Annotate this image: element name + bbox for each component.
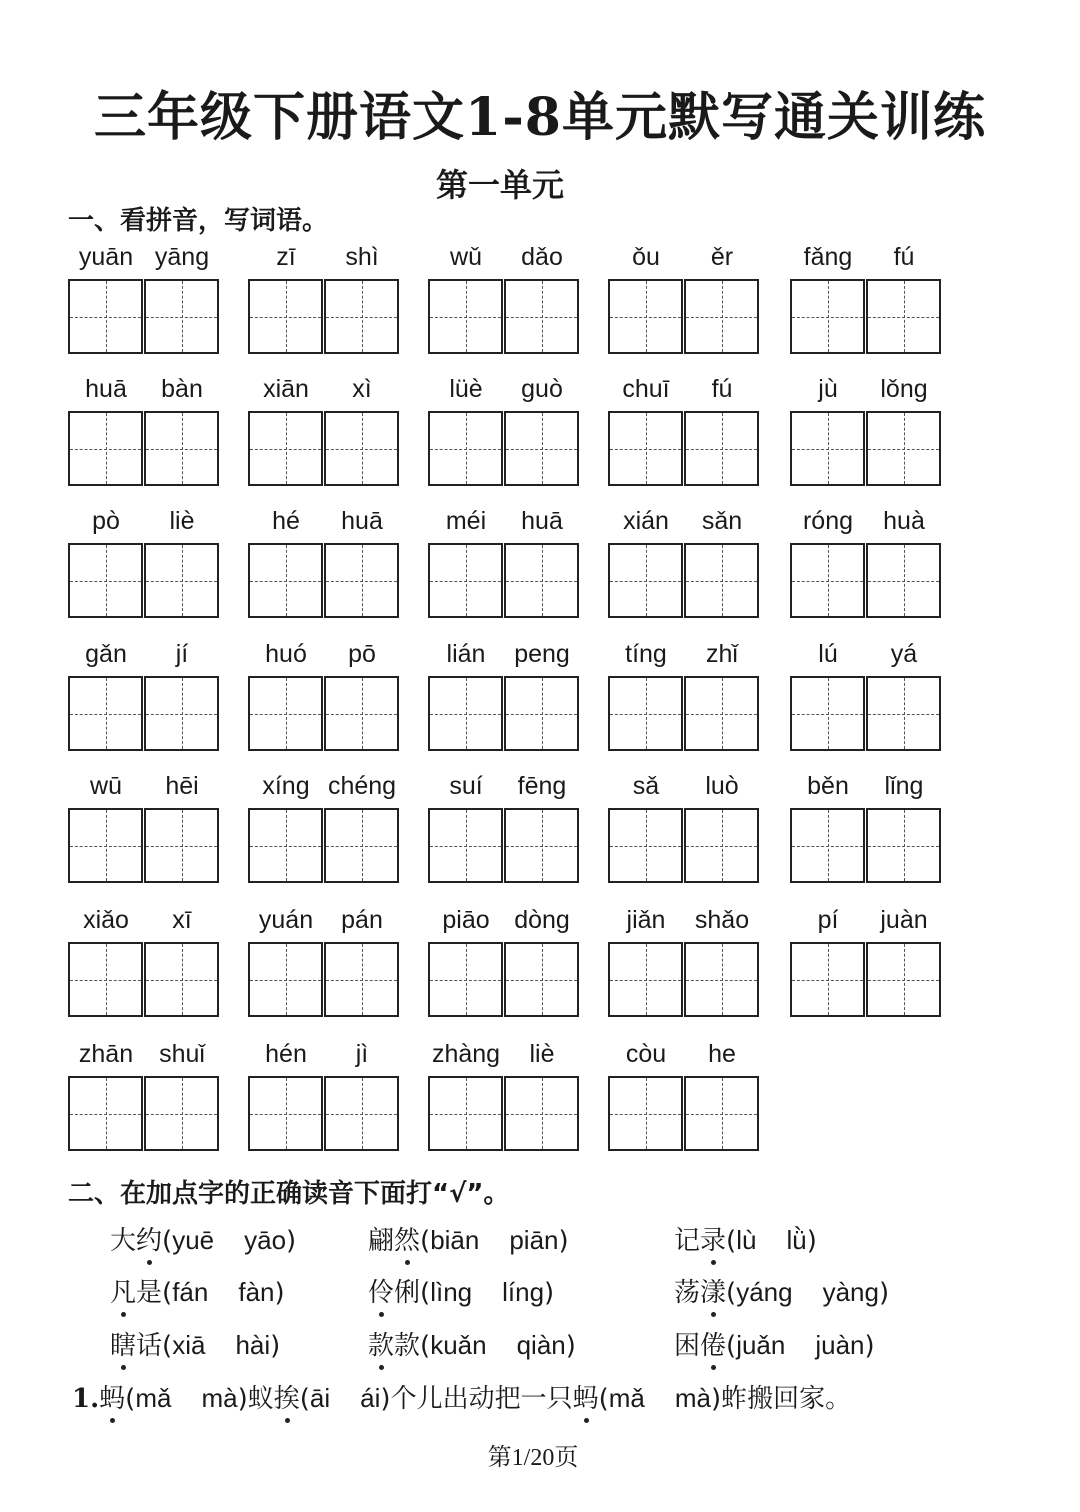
pinyin-label: còu bbox=[625, 1040, 667, 1068]
paren: ( bbox=[420, 1226, 431, 1256]
word-cell[interactable] bbox=[608, 772, 762, 885]
writing-box[interactable] bbox=[428, 543, 503, 618]
writing-box[interactable] bbox=[790, 411, 865, 486]
writing-box[interactable] bbox=[428, 808, 503, 883]
word-cell[interactable] bbox=[790, 906, 944, 1019]
paren: ) bbox=[270, 1331, 281, 1361]
paren: ) bbox=[544, 1278, 555, 1308]
writing-box[interactable] bbox=[504, 279, 579, 354]
pinyin-label: fēng bbox=[517, 772, 567, 800]
word-cell[interactable] bbox=[428, 906, 582, 1019]
pinyin-label: róng bbox=[802, 507, 854, 535]
word-char: 荡 bbox=[674, 1278, 701, 1308]
word-char: 困 bbox=[674, 1331, 701, 1361]
pinyin-label: shǎo bbox=[694, 906, 750, 934]
writing-box[interactable] bbox=[504, 411, 579, 486]
pinyin-label: juàn bbox=[880, 906, 928, 934]
word-char: 话 bbox=[136, 1331, 163, 1361]
word-cell[interactable] bbox=[248, 375, 402, 488]
writing-box[interactable] bbox=[684, 411, 759, 486]
writing-box[interactable] bbox=[790, 676, 865, 751]
word-cell[interactable] bbox=[790, 507, 944, 620]
word-char: 是 bbox=[136, 1278, 163, 1308]
word-char: 俐 bbox=[394, 1278, 421, 1308]
writing-box[interactable] bbox=[866, 279, 941, 354]
pinyin-label: huó bbox=[265, 640, 307, 668]
writing-box[interactable] bbox=[504, 1076, 579, 1151]
word-cell[interactable] bbox=[608, 243, 762, 356]
writing-box[interactable] bbox=[684, 808, 759, 883]
writing-box[interactable] bbox=[684, 676, 759, 751]
pinyin-label: xiǎo bbox=[83, 906, 129, 934]
dotted-char: 录 bbox=[700, 1220, 726, 1257]
writing-box[interactable] bbox=[324, 543, 399, 618]
pinyin-label: chéng bbox=[327, 772, 397, 800]
dotted-char: 约 bbox=[136, 1220, 162, 1257]
word-cell[interactable] bbox=[68, 1040, 222, 1153]
writing-box[interactable] bbox=[248, 279, 323, 354]
pinyin-label: xì bbox=[352, 375, 372, 403]
reading-option[interactable]: yuē bbox=[172, 1225, 215, 1255]
dotted-char: 款 bbox=[368, 1325, 394, 1362]
word-cell[interactable] bbox=[428, 1040, 582, 1153]
paren: ) bbox=[286, 1226, 297, 1256]
reading-option[interactable]: lǜ bbox=[786, 1225, 807, 1255]
dotted-char: 漾 bbox=[700, 1272, 726, 1309]
writing-box[interactable] bbox=[144, 279, 219, 354]
reading-option[interactable]: lìng bbox=[430, 1277, 473, 1307]
writing-box[interactable] bbox=[144, 543, 219, 618]
pinyin-label: liè bbox=[529, 1040, 555, 1068]
pinyin-label: sǎn bbox=[701, 507, 743, 535]
paren: ( bbox=[162, 1278, 173, 1308]
word-char: 记 bbox=[674, 1226, 701, 1256]
pinyin-label: luò bbox=[705, 772, 739, 800]
writing-box[interactable] bbox=[866, 676, 941, 751]
choice-item bbox=[674, 1272, 889, 1309]
paren: ( bbox=[726, 1278, 737, 1308]
word-cell[interactable] bbox=[428, 507, 582, 620]
pinyin-label: wū bbox=[90, 772, 122, 800]
dotted-char: 伶 bbox=[368, 1272, 394, 1309]
dotted-char: 凡 bbox=[110, 1272, 136, 1309]
writing-box[interactable] bbox=[248, 1076, 323, 1151]
sentence-text: 蚁 bbox=[247, 1384, 274, 1414]
word-cell[interactable] bbox=[68, 772, 222, 885]
writing-box[interactable] bbox=[144, 411, 219, 486]
writing-box[interactable] bbox=[790, 808, 865, 883]
reading-option[interactable]: mà bbox=[201, 1383, 238, 1413]
pinyin-label: xíng bbox=[262, 772, 310, 800]
paren: ( bbox=[162, 1226, 173, 1256]
writing-box[interactable] bbox=[324, 279, 399, 354]
writing-box[interactable] bbox=[866, 543, 941, 618]
sentence-question: 1.蚂(mǎ mà)蚁挨(āi ái)个儿出动把一只蚂(mǎ mà)蚱搬回家。 bbox=[72, 1378, 851, 1415]
pinyin-label: běn bbox=[807, 772, 849, 800]
pinyin-label: méi bbox=[445, 507, 487, 535]
writing-box[interactable] bbox=[428, 942, 503, 1017]
choice-item bbox=[368, 1220, 569, 1257]
reading-option[interactable]: mǎ bbox=[608, 1383, 645, 1413]
writing-box[interactable] bbox=[504, 543, 579, 618]
paren: ) bbox=[558, 1226, 569, 1256]
writing-box[interactable] bbox=[428, 411, 503, 486]
word-cell[interactable] bbox=[608, 507, 762, 620]
pinyin-label: huà bbox=[883, 507, 925, 535]
writing-box[interactable] bbox=[866, 808, 941, 883]
pinyin-label: huā bbox=[521, 507, 563, 535]
paren: ( bbox=[162, 1331, 173, 1361]
reading-option[interactable]: kuǎn bbox=[430, 1330, 487, 1360]
reading-option[interactable]: āi bbox=[309, 1383, 331, 1413]
pinyin-label: he bbox=[708, 1040, 736, 1068]
writing-box[interactable] bbox=[790, 942, 865, 1017]
writing-box[interactable] bbox=[144, 676, 219, 751]
word-cell[interactable] bbox=[68, 375, 222, 488]
word-cell[interactable] bbox=[608, 1040, 762, 1153]
reading-option[interactable]: biān bbox=[430, 1225, 480, 1255]
pinyin-label: ěr bbox=[710, 243, 734, 271]
choice-row bbox=[0, 1272, 1080, 1312]
pinyin-label: hé bbox=[272, 507, 300, 535]
reading-option[interactable]: fàn bbox=[238, 1277, 275, 1307]
reading-option[interactable]: mǎ bbox=[135, 1383, 172, 1413]
reading-option[interactable]: yāo bbox=[244, 1225, 287, 1255]
choice-item bbox=[674, 1325, 875, 1362]
reading-option[interactable]: yáng bbox=[736, 1277, 793, 1307]
word-cell[interactable] bbox=[428, 375, 582, 488]
reading-option[interactable]: qiàn bbox=[516, 1330, 566, 1360]
writing-box[interactable] bbox=[68, 543, 143, 618]
writing-box[interactable] bbox=[68, 279, 143, 354]
word-cell[interactable] bbox=[68, 243, 222, 356]
writing-box[interactable] bbox=[324, 676, 399, 751]
word-cell[interactable] bbox=[68, 507, 222, 620]
section2-heading: 二、在加点字的正确读音下面打“√”。 bbox=[68, 1179, 510, 1209]
writing-box[interactable] bbox=[324, 1076, 399, 1151]
pinyin-label: fú bbox=[711, 375, 733, 403]
word-cell[interactable] bbox=[68, 640, 222, 753]
pinyin-label: guò bbox=[521, 375, 563, 403]
dotted-char: 蚂 bbox=[573, 1378, 599, 1415]
pinyin-label: lián bbox=[446, 640, 486, 668]
writing-box[interactable] bbox=[248, 411, 323, 486]
writing-box[interactable] bbox=[324, 411, 399, 486]
pinyin-label: xī bbox=[172, 906, 192, 934]
reading-option[interactable]: mà bbox=[674, 1383, 712, 1413]
writing-box[interactable] bbox=[68, 1076, 143, 1151]
word-cell[interactable] bbox=[608, 906, 762, 1019]
pinyin-label: liè bbox=[169, 507, 195, 535]
paren: ( bbox=[420, 1331, 431, 1361]
pinyin-label: shuǐ bbox=[159, 1040, 205, 1068]
reading-option[interactable]: yàng bbox=[822, 1277, 879, 1307]
pinyin-label: yuān bbox=[78, 243, 134, 271]
writing-box[interactable] bbox=[608, 942, 683, 1017]
choice-item bbox=[110, 1272, 285, 1309]
pinyin-label: pō bbox=[348, 640, 376, 668]
word-char: 大 bbox=[110, 1226, 137, 1256]
pinyin-label: xiān bbox=[263, 375, 309, 403]
paren: ( bbox=[420, 1278, 431, 1308]
writing-box[interactable] bbox=[144, 1076, 219, 1151]
pinyin-label: huā bbox=[341, 507, 383, 535]
pinyin-label: yá bbox=[890, 640, 918, 668]
paren: ) bbox=[274, 1278, 285, 1308]
writing-box[interactable] bbox=[68, 942, 143, 1017]
word-cell[interactable] bbox=[248, 640, 402, 753]
choice-item bbox=[674, 1220, 817, 1257]
pinyin-label: chuī bbox=[622, 375, 670, 403]
pinyin-label: zhàng bbox=[431, 1040, 501, 1068]
word-cell[interactable] bbox=[68, 906, 222, 1019]
pinyin-label: jiǎn bbox=[626, 906, 666, 934]
word-char: 翩 bbox=[368, 1226, 395, 1256]
page-title: 三年级下册语文1-8单元默写通关训练 bbox=[94, 87, 986, 148]
pinyin-label: pán bbox=[341, 906, 383, 934]
writing-box[interactable] bbox=[790, 279, 865, 354]
pinyin-label: pí bbox=[817, 906, 839, 934]
word-cell[interactable] bbox=[428, 640, 582, 753]
pinyin-label: piāo bbox=[442, 906, 490, 934]
pinyin-label: jí bbox=[175, 640, 189, 668]
writing-box[interactable] bbox=[428, 1076, 503, 1151]
pinyin-label: lüè bbox=[449, 375, 483, 403]
pinyin-label: wǔ bbox=[450, 243, 482, 271]
reading-option[interactable]: lù bbox=[736, 1225, 757, 1255]
word-cell[interactable] bbox=[428, 772, 582, 885]
choice-row bbox=[0, 1325, 1080, 1365]
question-number: 1. bbox=[72, 1384, 100, 1414]
pinyin-label: lǒng bbox=[880, 375, 928, 403]
pinyin-label: yuán bbox=[258, 906, 314, 934]
writing-box[interactable] bbox=[866, 411, 941, 486]
writing-box[interactable] bbox=[68, 411, 143, 486]
writing-box[interactable] bbox=[504, 942, 579, 1017]
word-char: 款 bbox=[394, 1331, 421, 1361]
pinyin-label: hēi bbox=[165, 772, 199, 800]
writing-box[interactable] bbox=[608, 676, 683, 751]
pinyin-label: gǎn bbox=[85, 640, 127, 668]
writing-box[interactable] bbox=[324, 942, 399, 1017]
writing-box[interactable] bbox=[428, 676, 503, 751]
writing-box[interactable] bbox=[248, 808, 323, 883]
paren: ( bbox=[726, 1226, 737, 1256]
dotted-char: 蚂 bbox=[99, 1378, 125, 1415]
reading-option[interactable]: líng bbox=[502, 1277, 545, 1307]
dotted-char: 瞎 bbox=[110, 1325, 136, 1362]
paren: ) bbox=[878, 1278, 890, 1308]
paren: ) bbox=[565, 1331, 576, 1361]
word-cell[interactable] bbox=[248, 507, 402, 620]
word-cell[interactable] bbox=[248, 772, 402, 885]
dotted-char: 挨 bbox=[274, 1378, 300, 1415]
section1-heading: 一、看拼音，写词语。 bbox=[68, 206, 329, 236]
paren: ) bbox=[864, 1331, 875, 1361]
dotted-char: 倦 bbox=[700, 1325, 726, 1362]
pinyin-label: suí bbox=[449, 772, 483, 800]
writing-box[interactable] bbox=[504, 808, 579, 883]
reading-option[interactable]: fán bbox=[172, 1277, 209, 1307]
paren: ) bbox=[806, 1226, 817, 1256]
page-number: 第1/20页 bbox=[487, 1445, 579, 1471]
word-cell[interactable] bbox=[790, 243, 944, 356]
writing-box[interactable] bbox=[324, 808, 399, 883]
pinyin-label: dǎo bbox=[521, 243, 563, 271]
paren: ( bbox=[726, 1331, 737, 1361]
word-cell[interactable] bbox=[790, 772, 944, 885]
pinyin-label: pò bbox=[92, 507, 120, 535]
pinyin-label: shì bbox=[345, 243, 379, 271]
pinyin-label: jì bbox=[355, 1040, 369, 1068]
pinyin-label: jù bbox=[818, 375, 838, 403]
word-cell[interactable] bbox=[248, 243, 402, 356]
reading-option[interactable]: juàn bbox=[815, 1330, 865, 1360]
pinyin-label: bàn bbox=[161, 375, 203, 403]
sentence-text: 蚱搬回家。 bbox=[721, 1384, 852, 1414]
pinyin-label: fǎng bbox=[803, 243, 853, 271]
pinyin-label: lǐng bbox=[884, 772, 924, 800]
writing-box[interactable] bbox=[68, 808, 143, 883]
choice-item bbox=[368, 1272, 554, 1309]
writing-box[interactable] bbox=[684, 942, 759, 1017]
pinyin-label: sǎ bbox=[632, 772, 660, 800]
dotted-char: 然 bbox=[394, 1220, 420, 1257]
writing-box[interactable] bbox=[248, 676, 323, 751]
word-cell[interactable] bbox=[608, 640, 762, 753]
sentence-text: 个儿出动把一只 bbox=[390, 1384, 573, 1414]
writing-box[interactable] bbox=[608, 1076, 683, 1151]
choice-item bbox=[368, 1325, 576, 1362]
word-cell[interactable] bbox=[248, 906, 402, 1019]
pinyin-label: xián bbox=[623, 507, 669, 535]
writing-box[interactable] bbox=[248, 543, 323, 618]
pinyin-label: huā bbox=[85, 375, 127, 403]
writing-box[interactable] bbox=[144, 808, 219, 883]
writing-box[interactable] bbox=[684, 543, 759, 618]
reading-option[interactable]: ái bbox=[360, 1383, 381, 1413]
writing-box[interactable] bbox=[684, 1076, 759, 1151]
reading-option[interactable]: juǎn bbox=[736, 1330, 786, 1360]
choice-item bbox=[110, 1325, 280, 1362]
writing-box[interactable] bbox=[248, 942, 323, 1017]
writing-box[interactable] bbox=[144, 942, 219, 1017]
word-cell[interactable] bbox=[608, 375, 762, 488]
pinyin-label: dòng bbox=[514, 906, 570, 934]
pinyin-label: peng bbox=[514, 640, 570, 668]
word-cell[interactable] bbox=[790, 375, 944, 488]
pinyin-label: zhǐ bbox=[706, 640, 738, 668]
writing-box[interactable] bbox=[866, 942, 941, 1017]
pinyin-label: tíng bbox=[625, 640, 667, 668]
reading-option[interactable]: hài bbox=[235, 1330, 271, 1360]
pinyin-label: lú bbox=[818, 640, 838, 668]
pinyin-label: yāng bbox=[154, 243, 210, 271]
writing-box[interactable] bbox=[684, 279, 759, 354]
unit-title: 第一单元 bbox=[435, 166, 564, 204]
choice-row bbox=[0, 1220, 1080, 1260]
pinyin-label: ǒu bbox=[632, 243, 660, 271]
writing-box[interactable] bbox=[608, 808, 683, 883]
word-cell[interactable] bbox=[790, 640, 944, 753]
pinyin-label: fú bbox=[893, 243, 915, 271]
writing-box[interactable] bbox=[608, 279, 683, 354]
word-cell[interactable] bbox=[428, 243, 582, 356]
writing-box[interactable] bbox=[428, 279, 503, 354]
writing-box[interactable] bbox=[790, 543, 865, 618]
writing-box[interactable] bbox=[608, 543, 683, 618]
writing-box[interactable] bbox=[608, 411, 683, 486]
writing-box[interactable] bbox=[504, 676, 579, 751]
writing-box[interactable] bbox=[68, 676, 143, 751]
reading-option[interactable]: piān bbox=[509, 1225, 559, 1255]
pinyin-label: zhān bbox=[78, 1040, 134, 1068]
word-cell[interactable] bbox=[248, 1040, 402, 1153]
pinyin-label: zī bbox=[276, 243, 296, 271]
pinyin-label: hén bbox=[265, 1040, 307, 1068]
reading-option[interactable]: xiā bbox=[172, 1330, 206, 1360]
choice-item bbox=[110, 1220, 296, 1257]
